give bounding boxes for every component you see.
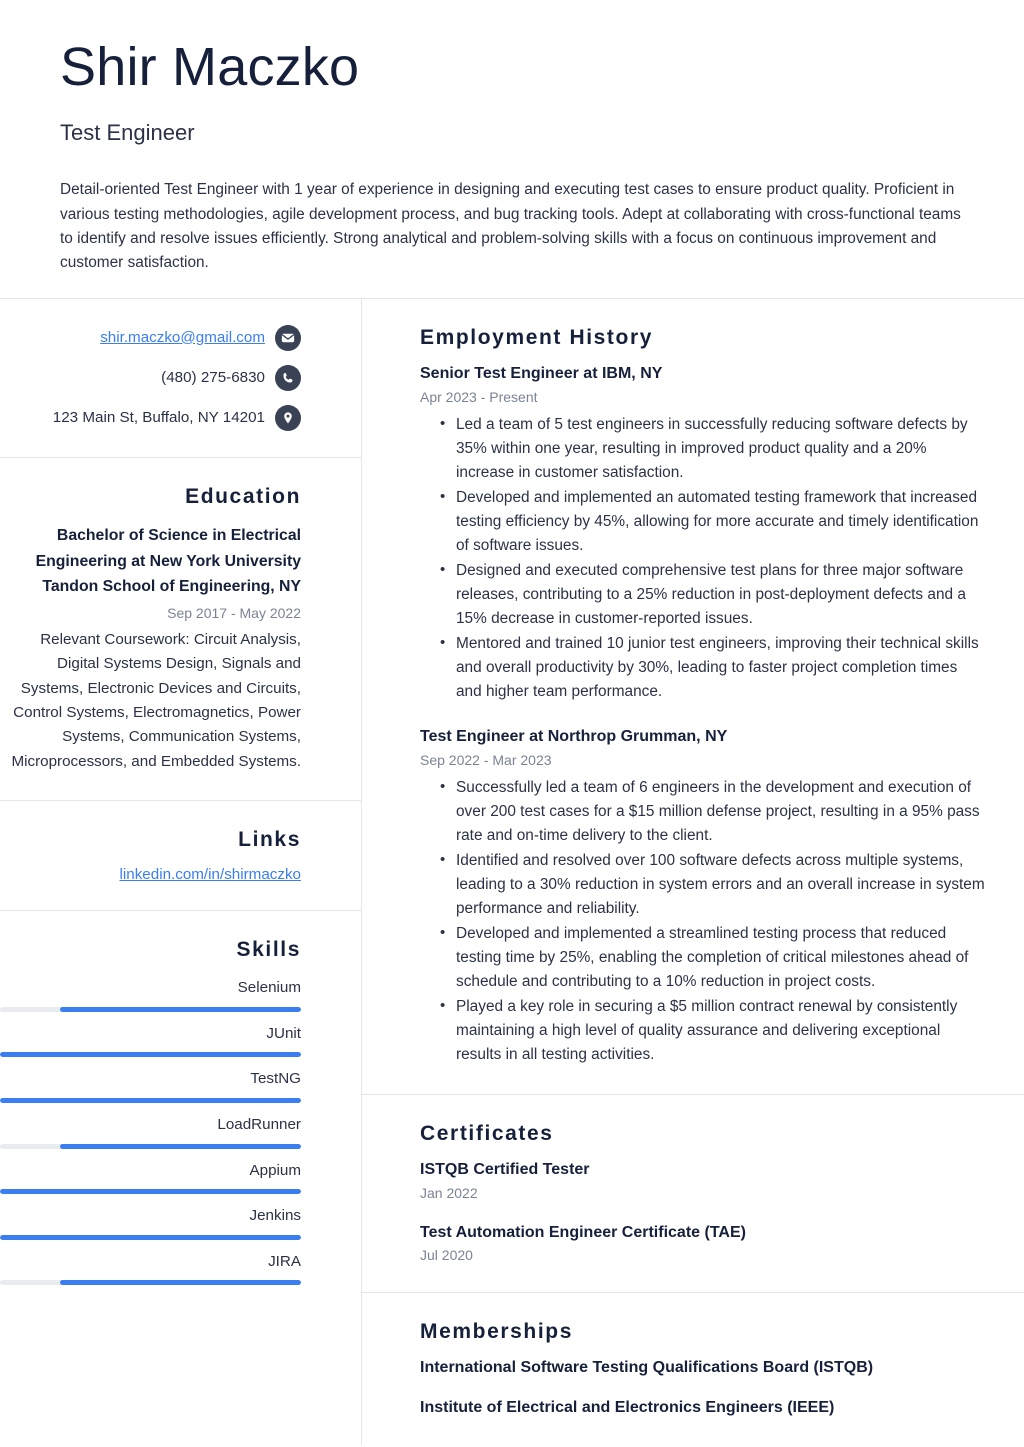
membership-entry: Institute of Electrical and Electronics Engineers (IEEE): [420, 1399, 835, 1417]
skill-level-fill: [0, 1098, 301, 1103]
membership-entry: International Software Testing Qualifications Board (ISTQB): [420, 1359, 874, 1377]
employment-bullet: • Developed and implemented a streamlined testing process that reduced testing time by 25%, enabling the completion of critical milestones ahead of schedule and contributing to a 10% reduction in project costs.: [440, 922, 986, 994]
education-degree: Bachelor of Science in Electrical Engineering at New York University Tandon School of Engineering, NY: [35, 526, 301, 596]
skill-level-fill: [60, 1007, 301, 1012]
skill-item: [0, 1067, 301, 1103]
employment-job-title: Senior Test Engineer at IBM, NY: [420, 364, 663, 382]
sidebar-column: [0, 299, 362, 1445]
employment-bullet-list: [420, 776, 986, 1067]
skill-label: JUnit: [266, 1024, 301, 1042]
employment-bullet: • Led a team of 5 test engineers in successfully reducing software defects by 35% within one year, resulting in improved product quality and a 20% increase in customer satisfaction.: [440, 413, 986, 485]
employment-job-date: Sep 2022 - Mar 2023: [420, 751, 552, 768]
page-title: Shir Maczko: [60, 37, 360, 97]
skill-level-fill: [0, 1235, 301, 1240]
employment-bullet: • Mentored and trained 10 junior test engineers, improving their technical skills and overall productivity by 30%, leading to faster project completion times and higher team performance.: [440, 632, 986, 704]
skill-level-track: [0, 1098, 301, 1103]
links-list: [0, 866, 301, 884]
skills-section-title: Skills: [236, 938, 301, 962]
contact-details-section: [0, 299, 361, 458]
links-section-title: Links: [238, 827, 301, 851]
certificate-entry: [420, 1159, 986, 1204]
skill-label: Selenium: [237, 979, 301, 997]
education-description: Relevant Coursework: Circuit Analysis, Digital Systems Design, Signals and Systems, Electronic Devices and Circuits, Control Systems, Electromagnetics, Power Systems, Communication Systems, Microprocessors, and Embedded Systems.: [11, 631, 301, 770]
employment-history-section: [362, 299, 1024, 1095]
address-text: 123 Main St, Buffalo, NY 14201: [52, 408, 265, 426]
employment-bullet: • Identified and resolved over 100 software defects across multiple systems, leading to a 30% reduction in system errors and an overall increase in system performance and reliability.: [440, 849, 986, 921]
envelope-icon: [275, 325, 301, 351]
phone-icon: [275, 365, 301, 391]
skill-item: [0, 1204, 301, 1240]
skill-level-track: [0, 1280, 301, 1285]
employment-bullet: • Designed and executed comprehensive test plans for three major software releases, contributing to a 25% reduction in post-deployment defects and a 15% decrease in customer-reported issues.: [440, 559, 986, 631]
skill-item: [0, 1250, 301, 1286]
skill-level-track: [0, 1235, 301, 1240]
employment-bullet: • Played a key role in securing a $5 million contract renewal by consistently maintaining a high level of quality assurance and delivering exceptional results in all testing activities.: [440, 995, 986, 1067]
education-date: Sep 2017 - May 2022: [167, 604, 301, 621]
skill-level-track: [0, 1189, 301, 1194]
skill-item: [0, 1113, 301, 1149]
employment-job-title: Test Engineer at Northrop Grumman, NY: [420, 727, 728, 745]
skill-level-track: [0, 1007, 301, 1012]
link-item-linkedin[interactable]: linkedin.com/in/shirmaczko: [119, 866, 301, 884]
skill-label: Jenkins: [249, 1207, 301, 1225]
job-title-subheading: Test Engineer: [60, 120, 195, 146]
main-column: [362, 299, 1024, 1445]
links-section: [0, 801, 361, 911]
skill-level-track: [0, 1052, 301, 1057]
education-entry: [0, 523, 301, 774]
certificate-date: Jan 2022: [420, 1184, 478, 1201]
employment-bullet: • Successfully led a team of 6 engineers in the development and execution of over 200 test cases for a $15 million defense project, resulting in a 95% pass rate and on-time delivery to the client.: [440, 776, 986, 848]
skill-level-fill: [0, 1052, 301, 1057]
contact-row-phone: [0, 365, 301, 391]
contact-row-email[interactable]: [0, 325, 301, 351]
resume-header: [0, 0, 1024, 298]
skill-label: LoadRunner: [217, 1116, 301, 1134]
skill-item: [0, 1159, 301, 1195]
professional-summary: Detail-oriented Test Engineer with 1 year of experience in designing and executing test cases to ensure product quality. Proficient in various testing methodologies, agile development process, and bug tracking tools. Adept at collaborating with cross-functional teams to identify and resolve issues efficiently. Strong analytical and problem-solving skills with a focus on continuous improvement and customer satisfaction.: [60, 181, 961, 272]
skill-label: JIRA: [268, 1252, 301, 1270]
education-section-title: Education: [185, 484, 301, 508]
contact-row-address: [0, 405, 301, 431]
employment-section-title: Employment History: [420, 325, 654, 349]
certificate-name: ISTQB Certified Tester: [420, 1161, 590, 1179]
skill-level-fill: [60, 1144, 301, 1149]
certificate-entry: [420, 1222, 986, 1267]
skill-level-track: [0, 1144, 301, 1149]
certificates-section: [362, 1095, 1024, 1293]
skill-item: [0, 1022, 301, 1058]
email-link[interactable]: shir.maczko@gmail.com: [100, 328, 265, 346]
memberships-section: [362, 1293, 1024, 1444]
employment-job-date: Apr 2023 - Present: [420, 388, 538, 405]
resume-body: [0, 299, 1024, 1445]
memberships-section-title: Memberships: [420, 1320, 573, 1344]
location-pin-icon: [275, 405, 301, 431]
skill-level-fill: [60, 1280, 301, 1285]
certificate-name: Test Automation Engineer Certificate (TAE): [420, 1223, 746, 1241]
certificates-section-title: Certificates: [420, 1121, 554, 1145]
skill-item: [0, 976, 301, 1012]
skill-level-fill: [0, 1189, 301, 1194]
skill-label: TestNG: [250, 1070, 301, 1088]
skill-label: Appium: [249, 1161, 301, 1179]
skills-section: [0, 911, 361, 1311]
education-section: [0, 458, 361, 801]
employment-bullet-list: [420, 413, 986, 704]
employment-bullet: • Developed and implemented an automated testing framework that increased testing efficiency by 45%, allowing for more accurate and timely identification of software issues.: [440, 486, 986, 558]
employment-entry: [420, 363, 986, 704]
phone-number: (480) 275-6830: [161, 368, 265, 386]
certificate-date: Jul 2020: [420, 1247, 473, 1264]
employment-entry: [420, 726, 986, 1067]
